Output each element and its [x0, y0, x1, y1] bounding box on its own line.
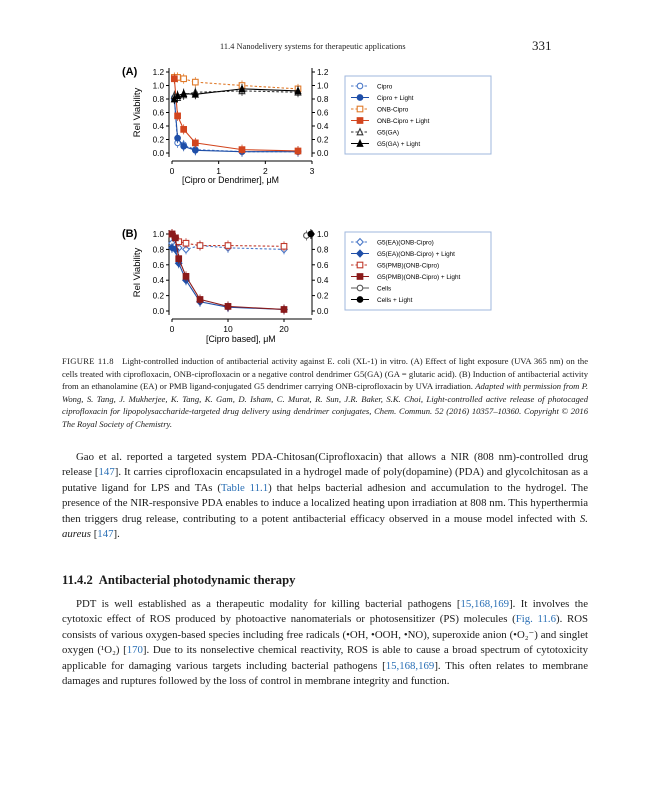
- x-tick-label: 10: [223, 324, 233, 334]
- figure-chart-canvas: [122, 60, 542, 350]
- y-tick-label-right: 0.8: [317, 245, 329, 255]
- legend-label: G5(EA)(ONB-Cipro): [377, 239, 434, 247]
- x-tick-label: 20: [279, 324, 289, 334]
- data-point: [181, 143, 187, 149]
- data-point: [295, 148, 301, 154]
- y-tick-label-left: 1.0: [152, 230, 164, 239]
- citation-link[interactable]: 147: [97, 528, 114, 541]
- y-tick-label-left: 0.8: [152, 245, 164, 255]
- y-tick-label-right: 1.0: [317, 81, 329, 91]
- data-point: [175, 135, 181, 141]
- data-point: [183, 240, 189, 246]
- legend-marker: [357, 285, 363, 291]
- data-point: [239, 147, 245, 153]
- y-tick-label-right: 0.4: [317, 276, 329, 286]
- legend-label: G5(PMB)(ONB-Cipro): [377, 262, 440, 270]
- series-cipro: [172, 93, 301, 157]
- panel-label: (B): [122, 228, 138, 240]
- legend-marker: [357, 95, 363, 101]
- citation-link[interactable]: 15,168,169: [460, 598, 510, 610]
- paragraph-gao: [62, 450, 588, 542]
- data-point: [181, 127, 187, 133]
- table-link[interactable]: Table 11.1: [220, 481, 269, 494]
- y-tick-label-right: 0.2: [317, 135, 329, 145]
- y-tick-label-left: 0.4: [152, 122, 164, 131]
- text-run: Gao et al. reported a targeted system PDA-Chitosan(Ciprofloxacin) that allows a NIR (808 nm)-controlled drug release [: [62, 451, 588, 479]
- text-run: ). ROS consists of various oxygen-based species including free radicals (•OH, •OOH, •NO), superoxide anion (•O₂⁻) and singlet oxygen (¹O₂) [: [62, 613, 589, 657]
- data-point: [173, 235, 179, 241]
- data-point: [281, 307, 287, 313]
- text-run: ) that helps bacterial adhesion and accumulation to the hydrogel. The presence of the NIR-responsive PDA enables to induce a localized heating upon irradiation at 808 nm. This hyperthermia then triggers drug release, contributing to a potent antibacterial efficacy observed in a mouse model infected with: [62, 481, 588, 525]
- data-point: [181, 90, 187, 96]
- x-tick-label: 2: [262, 166, 268, 176]
- y-tick-label-left: 0.6: [152, 260, 164, 270]
- running-head-title: 11.4 Nanodelivery systems for therapeutic applications: [220, 42, 406, 51]
- data-point: [197, 243, 203, 249]
- legend-label: Cells + Light: [377, 297, 413, 304]
- legend-label: G5(PMB)(ONB-Cipro) + Light: [377, 274, 461, 281]
- legend-label: Cipro: [377, 83, 393, 91]
- legend-label: G5(GA): [377, 129, 400, 137]
- y-tick-label-right: 0.0: [317, 307, 329, 316]
- y-tick-label-left: 0.2: [152, 291, 164, 301]
- y-tick-label-right: 0.8: [317, 95, 329, 104]
- legend-label: G5(EA)(ONB-Cipro) + Light: [377, 251, 455, 258]
- y-tick-label-left: 0.8: [152, 95, 164, 104]
- text-run: ]. It involves the cytotoxic effect of ROS produced by photoactive nanomaterials or photosensitizer (PS) molecules (: [62, 598, 588, 626]
- y-tick-label-right: 0.6: [317, 108, 329, 118]
- legend-label: G5(GA) + Light: [377, 141, 421, 148]
- text-run: ]. This often relates to membrane damages and ruptures followed by the loss of control in membrane integrity and function.: [62, 659, 588, 688]
- x-axis-label: [Cipro or Dendrimer], μM: [182, 175, 279, 185]
- legend-label: ONB-Cipro: [377, 106, 409, 114]
- series-g5-ga-light: [172, 84, 301, 104]
- legend-marker: [357, 83, 363, 89]
- text-run: [: [91, 528, 98, 541]
- data-point: [225, 243, 231, 249]
- y-tick-label-right: 1.2: [317, 68, 329, 77]
- text-run: ].: [113, 528, 120, 541]
- panel-label: (A): [122, 66, 138, 78]
- text-run: PDT is well established as a therapeutic modality for killing bacterial pathogens [: [76, 598, 461, 610]
- x-tick-label: 0: [169, 166, 175, 176]
- data-point: [193, 79, 199, 85]
- figure-11-8: [122, 60, 542, 350]
- page-number: 331: [532, 38, 552, 53]
- citation-link[interactable]: 147: [98, 466, 115, 479]
- x-tick-label: 1: [216, 166, 222, 176]
- y-tick-label-right: 1.0: [317, 230, 329, 239]
- legend-label: ONB-Cipro + Light: [377, 118, 430, 125]
- x-tick-label: 0: [169, 324, 175, 334]
- text-run: ]. Due to its nonselective chemical reactivity, ROS is able to cause a broad spectrum of cytotoxicity applicable for damaging various targets including bacterial pathogens [: [62, 644, 588, 672]
- data-point: [308, 231, 314, 237]
- data-point: [197, 297, 203, 303]
- legend-marker: [357, 262, 363, 268]
- data-point: [193, 148, 199, 154]
- data-point: [225, 304, 231, 310]
- section-title: Antibacterial photodynamic therapy: [98, 573, 296, 587]
- y-tick-label-left: 1.0: [152, 81, 164, 91]
- y-tick-label-left: 0.2: [152, 135, 164, 145]
- series-onb-cipro-light: [172, 74, 301, 156]
- data-point: [172, 76, 178, 82]
- x-axis-label: [Cipro based], μM: [206, 334, 276, 344]
- y-tick-label-right: 0.2: [317, 291, 329, 301]
- y-tick-label-right: 0.4: [317, 122, 329, 131]
- x-tick-label: 3: [309, 166, 315, 176]
- figure-link[interactable]: Fig. 11.6: [515, 613, 557, 626]
- y-tick-label-left: 0.4: [152, 276, 164, 286]
- figure-caption: [62, 355, 588, 431]
- y-tick-label-left: 0.0: [152, 149, 164, 158]
- caption-text: Light-controlled induction of antibacterial activity against E. coli (XL-1) in vitro. (A) Effect of light exposure (UVA 365 nm) on the cells treated with ciprofloxacin, ONB-ciprofloxacin or a negative control dendrimer G5(GA) (GA = glutaric acid). (B) Induction of antibacterial activity from an ethanolamine (EA) or PMB ligand-conjugated G5 dendrimer carrying ONB-ciprofloxacin by UVA irradiation.: [62, 356, 589, 392]
- y-tick-label-left: 0.0: [152, 307, 164, 316]
- y-tick-label-left: 0.6: [152, 108, 164, 118]
- legend-label: Cipro + Light: [377, 95, 414, 102]
- section-number: 11.4.2: [62, 573, 93, 587]
- citation-link[interactable]: 15,168,169: [385, 659, 435, 672]
- legend-marker: [357, 274, 363, 280]
- legend-marker: [357, 106, 363, 112]
- text-run: ]. It carries ciprofloxacin encapsulated in a hydrogel made of poly(dopamine) (PDA) and glycolchitosan as a putative ligand for LPS and TAs (: [62, 466, 588, 494]
- citation-link[interactable]: 170: [126, 644, 143, 657]
- y-tick-label-right: 0.0: [317, 149, 329, 158]
- paragraph-pdt: [62, 597, 588, 689]
- y-tick-label-left: 1.2: [152, 68, 164, 77]
- species-name: S. aureus: [62, 512, 588, 541]
- caption-attribution: Adapted with permission from P. Wong, S. Tang, J. Mukherjee, K. Tang, K. Gam, D. Isham, C. Murat, R. Sun, J.R. Baker, S.K. Choi, Light-controlled active release of photocaged ciprofloxacin for lipopolysaccharide-targeted drug delivery using dendrimer conjugates, Chem. Commun. 52 (2016) 10357–10360. Copyright © 2016 The Royal Society of Chemistry.: [62, 381, 588, 429]
- data-point: [176, 256, 182, 262]
- y-tick-label-right: 0.6: [317, 260, 329, 270]
- data-point: [175, 113, 181, 119]
- data-point: [181, 76, 187, 82]
- legend-marker: [357, 297, 363, 303]
- y-axis-label: Rel Viability: [132, 87, 143, 138]
- section-heading: [62, 573, 295, 588]
- data-point: [183, 274, 189, 280]
- legend-marker: [357, 118, 363, 124]
- data-point: [281, 244, 287, 250]
- legend-label: Cells: [377, 285, 392, 293]
- caption-label: FIGURE 11.8: [62, 356, 114, 366]
- y-axis-label: Rel Viability: [132, 247, 143, 298]
- data-point: [193, 140, 199, 146]
